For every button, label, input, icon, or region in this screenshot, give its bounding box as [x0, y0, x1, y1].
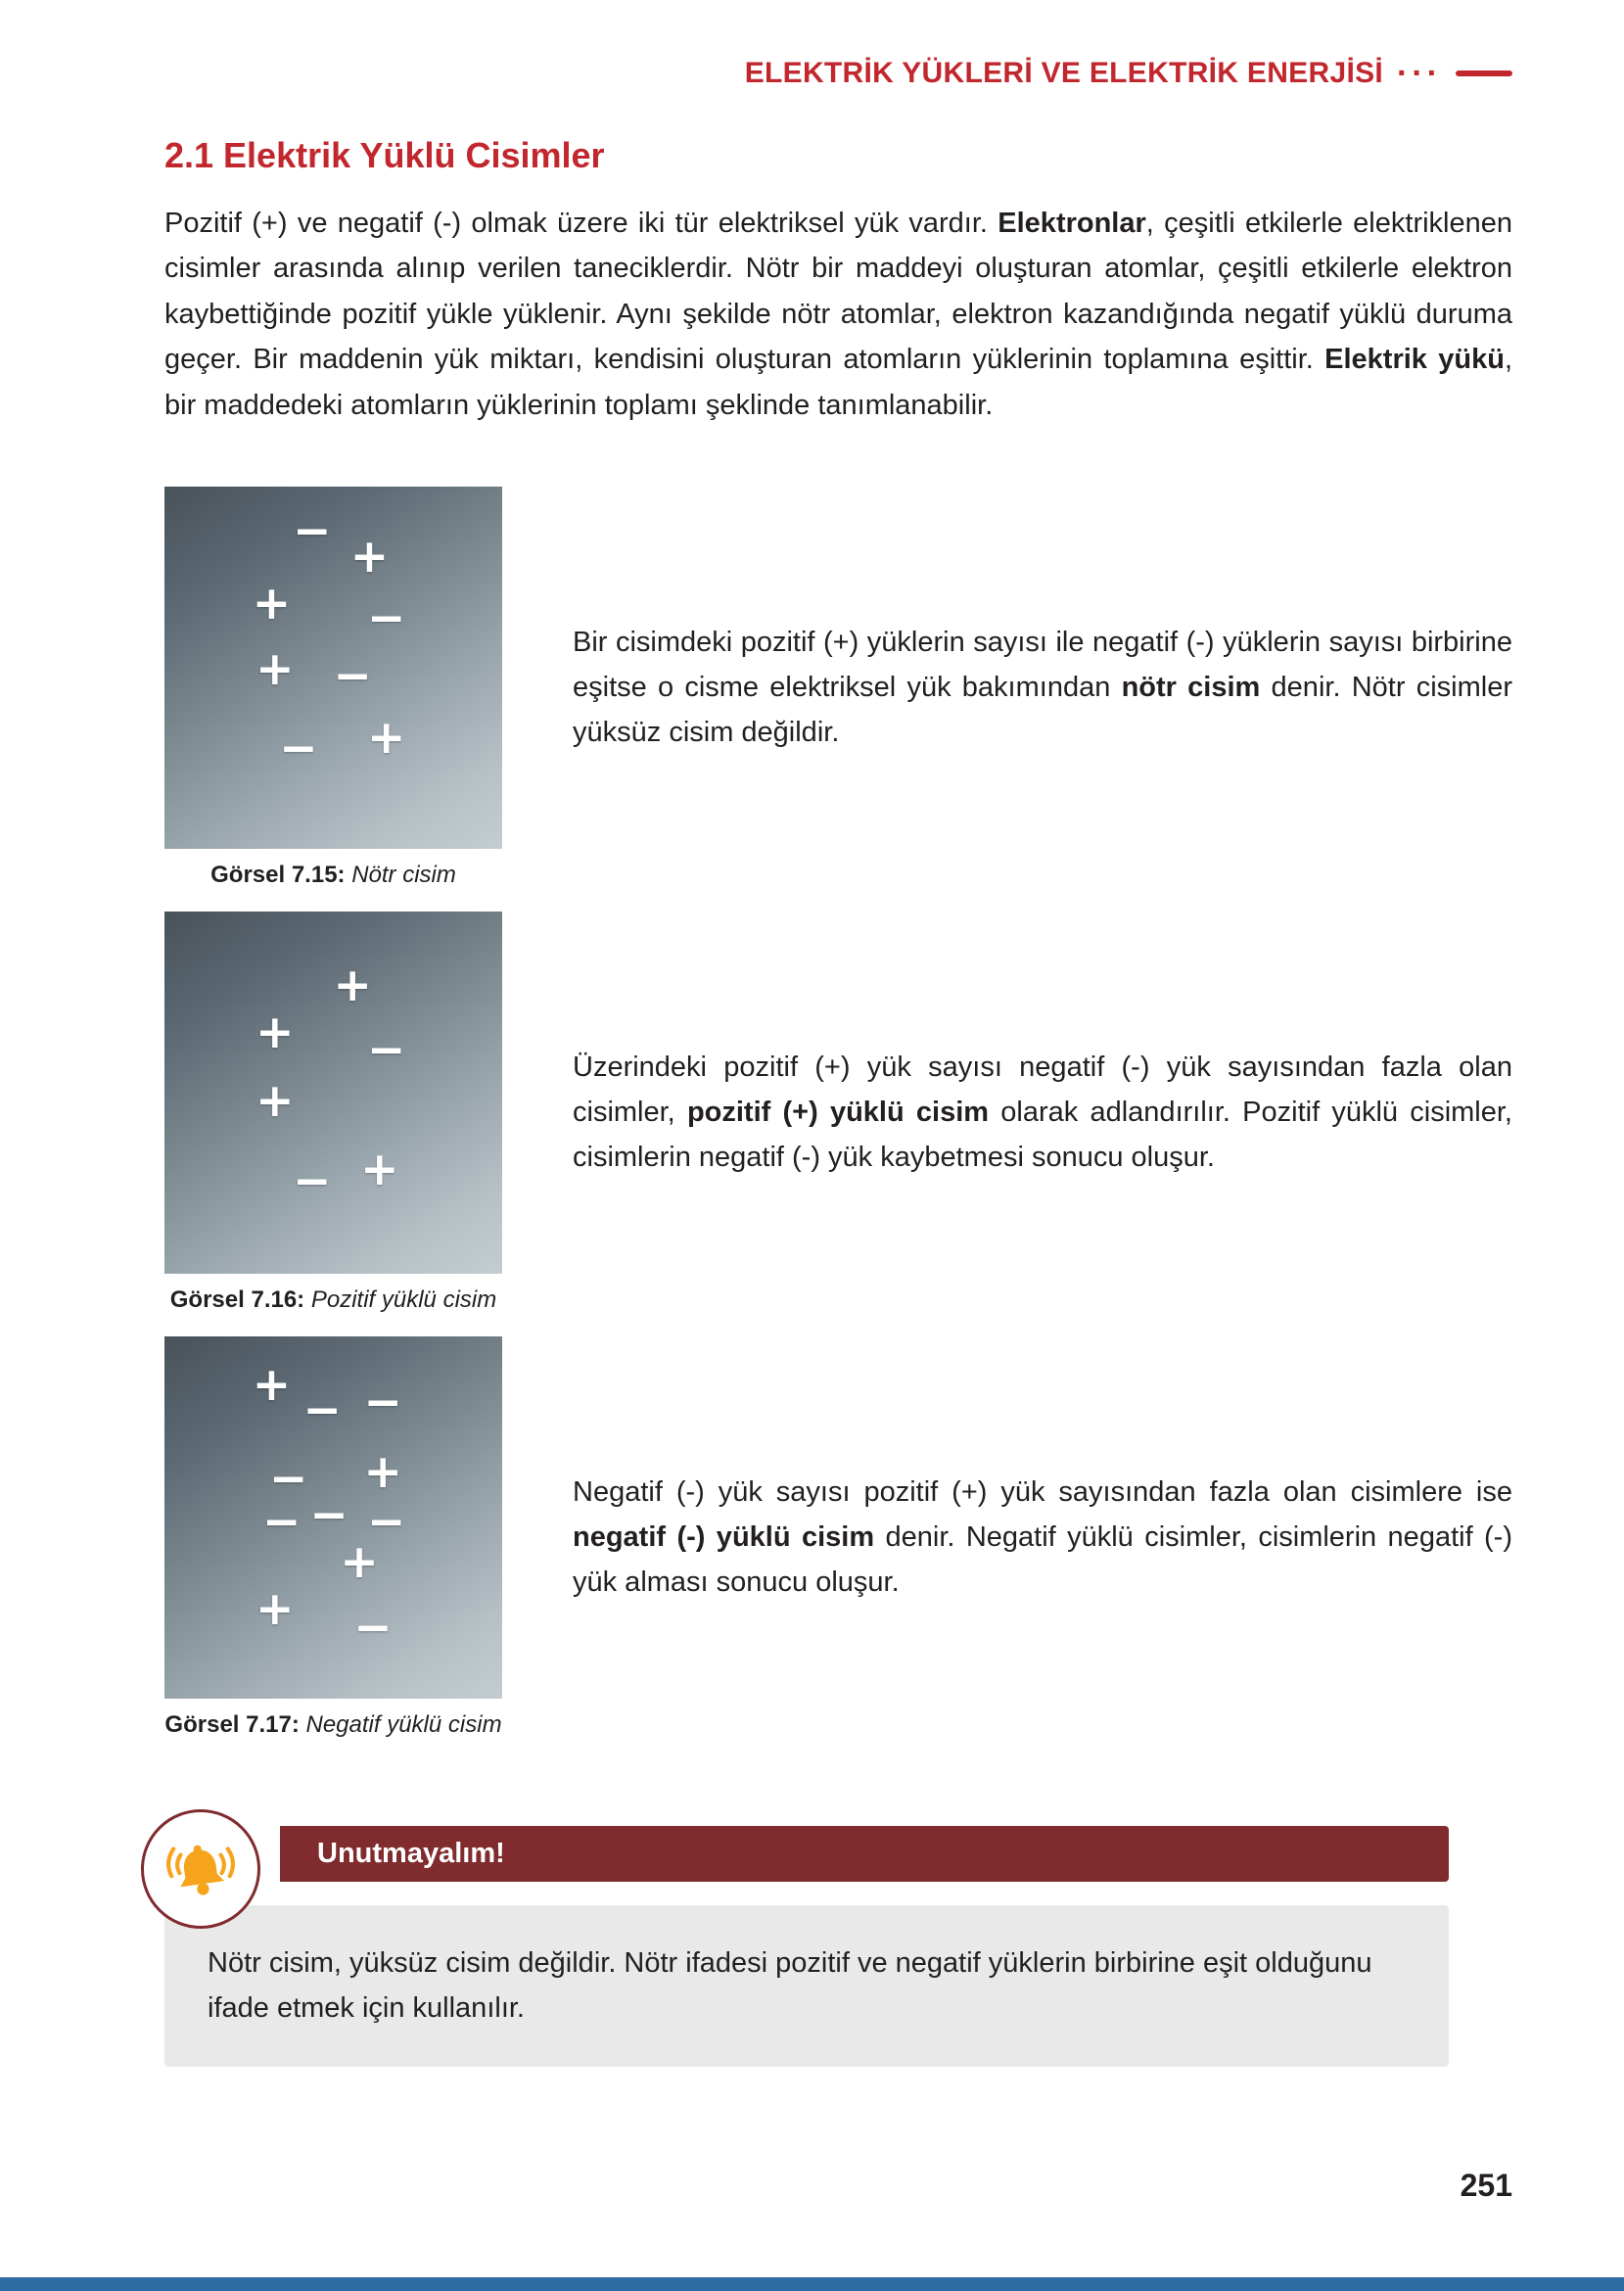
- minus-charge-symbol: −: [353, 1600, 393, 1655]
- minus-charge-symbol: −: [262, 1495, 302, 1550]
- figure-negative-object: [164, 1336, 502, 1740]
- plus-charge-symbol: +: [255, 1582, 295, 1637]
- minus-charge-symbol: −: [363, 1376, 402, 1430]
- plus-charge-symbol: +: [363, 1444, 402, 1499]
- positive-object-image: [164, 912, 502, 1274]
- figure-positive-object: [164, 912, 502, 1315]
- figure-row-negative: [164, 1336, 1512, 1740]
- neutral-object-paragraph: Bir cisimdeki pozitif (+) yüklerin sayısı ile negatif (-) yüklerin sayısı birbirine eşitse o cisme elektriksel yük bakımından nötr cisim denir. Nötr cisimler yüksüz cisim değildir.: [573, 627, 1513, 748]
- page-number: 251: [1460, 2168, 1512, 2203]
- figure-caption: [164, 861, 502, 890]
- plus-charge-symbol: +: [333, 958, 372, 1012]
- caption-label: Görsel 7.16:: [169, 1286, 305, 1313]
- header-rule: [1456, 70, 1512, 76]
- section-title: 2.1 Elektrik Yüklü Cisimler: [164, 135, 605, 175]
- plus-charge-symbol: +: [252, 577, 292, 631]
- minus-charge-symbol: −: [367, 1495, 406, 1550]
- caption-label: Görsel 7.15:: [210, 861, 346, 888]
- minus-charge-symbol: −: [367, 590, 406, 645]
- intro-paragraph: Pozitif (+) ve negatif (-) olmak üzere iki tür elektriksel yük vardır. Elektronlar, çeşitli etkilerle elektriklenen cisimler arasında alınıp verilen taneciklerdir. Nötr bir maddeyi oluşturan atomlar, çeşitli etkilerle elektron kaybettiğinde pozitif yükle yüklenir. Aynı şekilde nötr atomlar, elektron kazandığında negatif yüklü duruma geçer. Bir maddenin yük miktarı, kendisini oluşturan atomların yüklerinin toplamına eşittir. Elektrik yükü, bir maddedeki atomların yüklerinin toplamı şeklinde tanımlanabilir.: [164, 208, 1512, 421]
- plus-charge-symbol: +: [340, 1535, 379, 1590]
- plus-charge-symbol: +: [349, 530, 390, 584]
- figure-caption: [164, 1286, 502, 1315]
- minus-charge-symbol: −: [309, 1488, 348, 1543]
- plus-charge-symbol: +: [255, 1074, 295, 1129]
- caption-text: Negatif yüklü cisim: [305, 1710, 502, 1738]
- minus-charge-symbol: −: [279, 722, 318, 776]
- chapter-header: [164, 57, 1512, 90]
- minus-charge-symbol: −: [302, 1382, 342, 1437]
- neutral-object-image: [164, 487, 502, 849]
- minus-charge-symbol: −: [293, 504, 332, 559]
- callout-title-bar: [280, 1826, 1449, 1882]
- minus-charge-symbol: −: [293, 1153, 332, 1208]
- callout-unutmayalim: [164, 1826, 1449, 2067]
- callout-body: [164, 1905, 1449, 2067]
- caption-text: Pozitif yüklü cisim: [310, 1286, 497, 1313]
- negative-object-image: [164, 1336, 502, 1699]
- figure-rows: [164, 487, 1512, 1740]
- plus-charge-symbol: +: [255, 641, 295, 696]
- caption-label: Görsel 7.17:: [164, 1710, 300, 1738]
- figure-row-positive: [164, 912, 1512, 1315]
- figure-caption: [164, 1710, 502, 1740]
- callout-title: Unutmayalım!: [317, 1837, 505, 1869]
- plus-charge-symbol: +: [367, 711, 406, 766]
- minus-charge-symbol: −: [367, 1023, 406, 1078]
- caption-text: Nötr cisim: [351, 861, 456, 888]
- minus-charge-symbol: −: [268, 1452, 308, 1507]
- figure-neutral-object: [164, 487, 502, 890]
- header-dots: ···: [1397, 55, 1442, 92]
- positive-object-paragraph: Üzerindeki pozitif (+) yük sayısı negatif (-) yük sayısından fazla olan cisimler, pozitif (+) yüklü cisim olarak adlandırılır. Pozitif yüklü cisimler, cisimlerin negatif (-) yük kaybetmesi sonucu oluşur.: [573, 1052, 1512, 1173]
- bottom-accent-bar: [0, 2277, 1624, 2291]
- callout-body-text: Nötr cisim, yüksüz cisim değildir. Nötr ifadesi pozitif ve negatif yüklerin birbirine eşit olduğunu ifade etmek için kullanılır.: [208, 1946, 1372, 2025]
- negative-object-paragraph: Negatif (-) yük sayısı pozitif (+) yük sayısından fazla olan cisimlere ise negatif (-) yüklü cisim denir. Negatif yüklü cisimler, cisimlerin negatif (-) yük alması sonucu oluşur.: [573, 1476, 1512, 1598]
- plus-charge-symbol: +: [360, 1143, 399, 1197]
- chapter-title: ELEKTRİK YÜKLERİ VE ELEKTRİK ENERJİSİ: [744, 57, 1384, 89]
- minus-charge-symbol: −: [333, 649, 372, 704]
- figure-row-neutral: [164, 487, 1512, 890]
- plus-charge-symbol: +: [255, 1005, 295, 1059]
- bell-icon: [141, 1809, 260, 1929]
- plus-charge-symbol: +: [252, 1357, 292, 1412]
